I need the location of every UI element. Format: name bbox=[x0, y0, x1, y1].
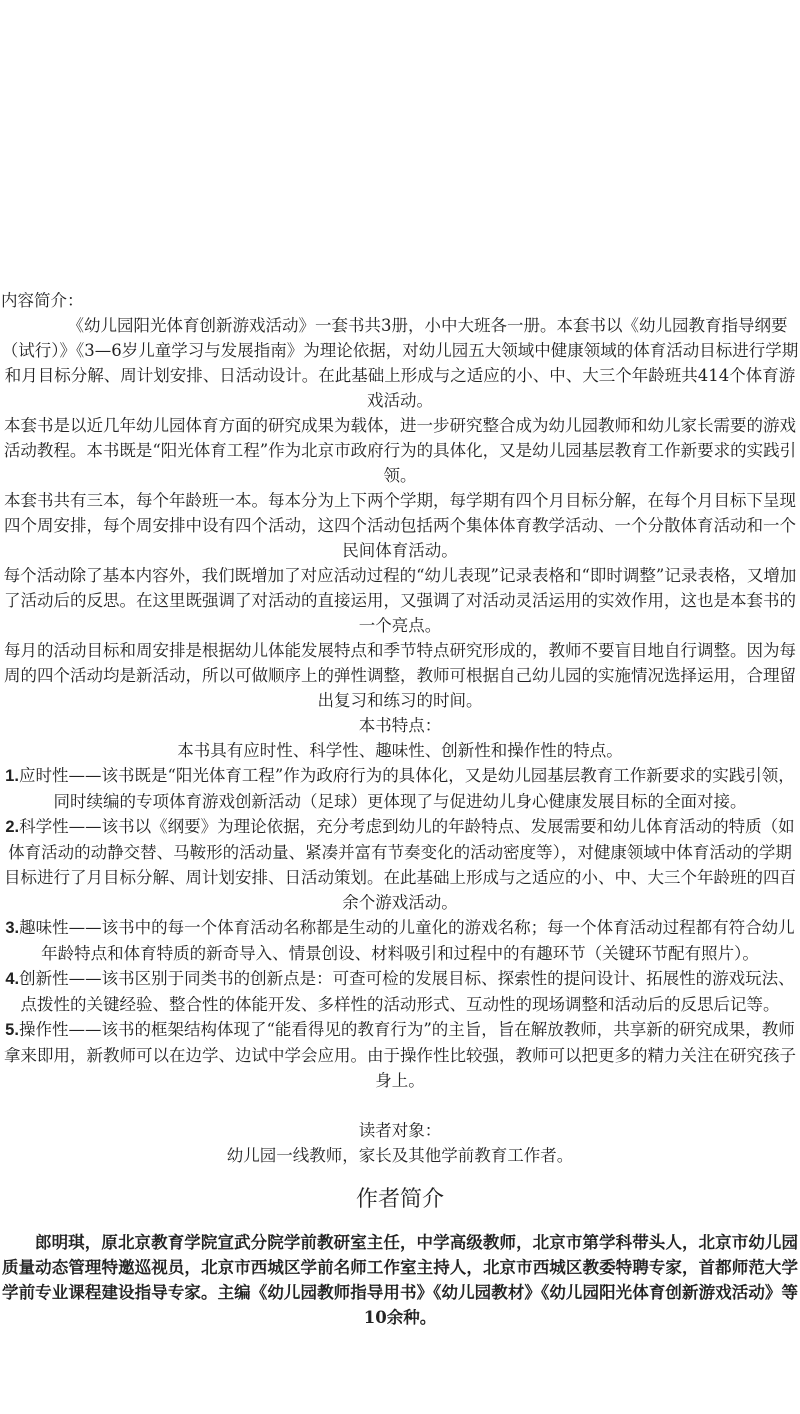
feature-number: 1. bbox=[5, 767, 19, 785]
feature-text: 科学性——该书以《纲要》为理论依据，充分考虑到幼儿的年龄特点、发展需要和幼儿体育活动的特质（如体育活动的动静交替、马鞍形的活动量、紧凑并富有节奏变化的活动密度等），对健康领域中体育活动的学期目标进行了月目标分解、周计划安排、日活动策划。在此基础上形成与之适应的小、中、大三个年龄班的四百余个游戏活动。 bbox=[4, 817, 796, 912]
features-heading: 本书特点： bbox=[358, 716, 442, 735]
intro-paragraph-3: 本套书共有三本，每个年龄班一本。每本分为上下两个学期，每学期有四个月目标分解，在每个月目标下呈现四个周安排，每个周安排中设有四个活动，这四个活动包括两个集体体育教学活动、一个分散体育活动和一个民间体育活动。 bbox=[4, 491, 796, 560]
feature-item bbox=[0, 966, 800, 1017]
readers-heading: 读者对象： bbox=[358, 1121, 442, 1140]
intro-heading: 内容简介： bbox=[1, 291, 84, 310]
intro-paragraph-5: 每月的活动目标和周安排是根据幼儿体能发展特点和季节特点研究形成的，教师不要盲目地自行调整。因为每周的四个活动均是新活动，所以可做顺序上的弹性调整，教师可根据自己幼儿园的实施情况选择运用，合理留出复习和练习的时间。 bbox=[4, 641, 796, 710]
feature-number: 5. bbox=[5, 1021, 19, 1039]
feature-number: 4. bbox=[5, 970, 20, 988]
spacer bbox=[0, 1093, 800, 1118]
readers-text: 幼儿园一线教师，家长及其他学前教育工作者。 bbox=[226, 1146, 574, 1165]
feature-number: 2. bbox=[5, 818, 20, 836]
feature-text: 应时性——该书既是“阳光体育工程”作为政府行为的具体化，又是幼儿园基层教育工作新要求的实践引领，同时续编的专项体育游戏创新活动（足球）更体现了与促进幼儿身心健康发展目标的全面对接。 bbox=[18, 766, 795, 811]
feature-text: 创新性——该书区别于同类书的创新点是：可查可检的发展目标、探索性的提问设计、拓展性的游戏玩法、点拨性的关键经验、整合性的体能开发、多样性的活动形式、互动性的现场调整和活动后的反思后记等。 bbox=[19, 969, 795, 1014]
intro-paragraph-1: 《幼儿园阳光体育创新游戏活动》一套书共3册，小中大班各一册。本套书以《幼儿园教育指导纲要（试行）》《3—6岁儿童学习与发展指南》为理论依据，对幼儿园五大领域中健康领域的体育活动目标进行学期和月目标分解、周计划安排、日活动设计。在此基础上形成与之适应的小、中、大三个年龄班共414个体育游戏活动。 bbox=[1, 316, 799, 410]
book-description bbox=[0, 288, 800, 1330]
feature-text: 趣味性——该书中的每一个体育活动名称都是生动的儿童化的游戏名称；每一个体育活动过程都有符合幼儿年龄特点和体育特质的新奇导入、情景创设、材料吸引和过程中的有趣环节（关键环节配有照片）。 bbox=[19, 918, 795, 963]
intro-paragraph-2: 本套书是以近几年幼儿园体育方面的研究成果为载体，进一步研究整合成为幼儿园教师和幼儿家长需要的游戏活动教程。本书既是“阳光体育工程”作为北京市政府行为的具体化，又是幼儿园基层教育工作新要求的实践引领。 bbox=[3, 416, 797, 485]
author-bio: 郎明琪，原北京教育学院宣武分院学前教研室主任，中学高级教师，北京市第学科带头人，北京市幼儿园质量动态管理特邀巡视员，北京市西城区学前名师工作室主持人，北京市西城区教委特聘专家，首都师范大学学前专业课程建设指导专家。主编《幼儿园教师指导用书》《幼儿园教材》《幼儿园阳光体育创新游戏活动》等10余种。 bbox=[2, 1233, 798, 1327]
feature-item bbox=[0, 915, 800, 966]
feature-item bbox=[0, 814, 800, 915]
feature-text: 操作性——该书的框架结构体现了“能看得见的教育行为”的主旨，旨在解放教师，共享新的研究成果，教师拿来即用，新教师可以在边学、边试中学会应用。由于操作性比较强，教师可以把更多的精力关注在研究孩子身上。 bbox=[4, 1020, 796, 1090]
feature-item bbox=[0, 1017, 800, 1093]
intro-paragraph-4: 每个活动除了基本内容外，我们既增加了对应活动过程的“幼儿表现”记录表格和“即时调整”记录表格，又增加了活动后的反思。在这里既强调了对活动的直接运用，又强调了对活动灵活运用的实效作用，这也是本套书的一个亮点。 bbox=[3, 566, 797, 635]
author-section-title: 作者简介 bbox=[355, 1187, 444, 1212]
feature-item bbox=[0, 763, 800, 814]
feature-number: 3. bbox=[5, 919, 20, 937]
features-summary: 本书具有应时性、科学性、趣味性、创新性和操作性的特点。 bbox=[177, 741, 623, 760]
